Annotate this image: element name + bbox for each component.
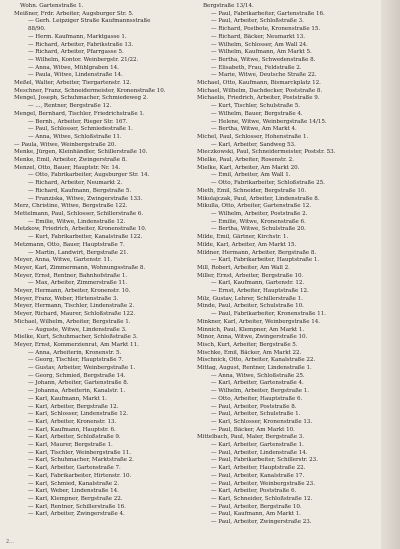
directory-entry: — Paul, Fabrikarbeiter, Schillerstr. 23. [211,457,318,464]
directory-entry: Mikolajczak, Paul, Arbeiter, Lindenstraße 8. [197,195,320,202]
directory-entry: — Karl, Arbeiter, Sandweg 53. [211,141,296,148]
directory-entry: Mischke, Emil, Bäcker, Am Markt 22. [197,349,302,356]
directory-entry: Michaelis, Friedrich, Arbeiter, Poststraße 9. [197,95,320,102]
directory-entry: — Karl, Arbeiter, Gartenstraße 4. [211,380,304,387]
directory-entry: — Anna, Witwe, Schloßstraße 25. [211,372,305,379]
directory-entry: — Paul, Arbeiter, Weinbergstraße 23. [211,480,315,487]
directory-entry: Minde, Paul, Arbeiter, Schulstraße 10. [197,303,304,310]
directory-entry: — Paul, Kaufmann, Am Markt 1. [211,511,301,518]
directory-entry: Minnich, Paul, Klempner, Am Markt 1. [197,326,305,333]
directory-entry: Meßel, Walter, Arbeiter, Tiergartenstr. 12. [14,80,132,87]
directory-entry: — Wilhelm, Bauer, Bergstraße 4. [211,110,303,117]
directory-entry: Meyer, Franz, Weber, Hirtenstraße 3. [14,295,119,302]
directory-entry: — Kurt, Fabrikarbeiter, Kanalstraße 122. [28,234,143,241]
directory-entry: — Paul, Fabrikarbeiter, Kronenstraße 11. [211,311,326,318]
directory-entry: — Auguste, Witwe, Lindenstraße 3. [28,326,127,333]
directory-entry: — Karl, Weber, Lindenstraße 14. [28,488,119,495]
directory-entry: Miller, Ernst, Arbeiter, Bergstraße 10. [197,272,304,279]
directory-entry: — Paul, Arbeiter, Poststraße 8. [211,403,297,410]
directory-entry: — Franziska, Witwe, Zwingerstraße 133. [28,195,143,202]
directory-entry: Milde, Karl, Arbeiter, Am Markt 15. [197,241,297,248]
directory-entry: 88/90. [28,26,46,33]
directory-entry: — Ernst, Arbeiter, Hauptstraße 12. [211,288,309,295]
directory-entry: Meyer, Anna, Witwe, Gartenstr. 11. [14,257,113,264]
directory-entry: Mielke, Karl, Arbeiter, Am Markt 20. [197,164,300,171]
directory-entry: — Otto, Fabrikarbeiter, Augsburger Str. 14. [28,172,150,179]
directory-entry: — Otto, Fabrikarbeiter, Schloßstraße 25. [211,180,325,187]
page-footer: 2... [6,539,14,545]
directory-entry: — Emil, Arbeiter, Am Wall 1. [211,172,291,179]
directory-entry: — Bertha, Witwe, Schwedenstraße 8. [211,56,316,63]
directory-entry: — Karl, Arbeiter, Schloßstraße 9. [28,434,121,441]
directory-entry: Michael, Wilhelm, Arbeiter, Bergstraße 1. [14,318,131,325]
directory-entry: — Otto, Arbeiter, Hauptstraße 6. [211,395,303,402]
directory-entry: — Karl, Arbeiter, Bergstraße 12. [28,403,119,410]
directory-entry: — Wilhelm, Kontor. Weinbergstr. 21/22. [28,56,139,63]
directory-entry: — Gustav, Arbeiter, Weinbergstraße 1. [28,365,136,372]
directory-entry: — Paul, Arbeiter, Schloßstraße 3. [211,18,304,25]
directory-entry: Merz, Christine, Witwe, Bergstraße 122. [14,203,128,210]
directory-entry: — Karl, Fabrikarbeiter, Hauptstraße 1. [211,257,320,264]
directory-entry: — Paula, Witwe, Weinbergstraße 20. [14,141,117,148]
directory-entry: — Karl, Rentner, Schillerstraße 16. [28,503,126,510]
directory-entry: — Karl, Klempner, Bergstraße 22. [28,496,123,502]
directory-entry: Michel, Paul, Schlosser, Hohenstraße 1. [197,133,309,140]
directory-entry: — Karl, Arbeiter, Gartenstraße 7. [28,465,121,472]
directory-entry: — Anna, Witwe, Mühlgraben 14. [28,64,119,71]
directory-entry: Michael, Otto, Kaufmann, Bismarckplatz 12. [197,80,321,87]
directory-entry: Meißner, Frdr. Arbeiter, Augsburger Str. 5. [14,10,134,17]
directory-entry: — Elisabeth, Frau, Feldstraße 2. [211,64,302,71]
directory-entry: — Wilhelm, Arbeiter, Bergstraße 1. [211,388,309,395]
directory-entry: Mielke, Kurt, Schuhmacher, Schloßstraße 3. [14,334,138,341]
directory-entry: — Paul, Fabrikarbeiter, Gartenstraße 16. [211,10,325,17]
directory-entry: Meschner, Franz, Schneidermeister, Kronenstraße 10. [14,87,166,94]
directory-entry: — ..., Rentner, Bergstraße 12. [28,103,112,110]
directory-entry: — Marie, Witwe, Deutsche Straße 22. [211,72,317,79]
directory-entry: — Richard, Arbeiter, Fabrikstraße 13. [28,41,134,48]
directory-entry: Meyer, Hermann, Tischler, Lindenstraße 2. [14,303,135,310]
directory-entry: Mieth, Emil, Schneider, Bergstraße 10. [197,187,307,194]
directory-entry: Michael, Wilhelm, Dachdecker, Poststraße 8. [197,87,323,94]
directory-entry: — Herm. Kaufmann, Marktgasse 1. [28,33,127,40]
directory-entry: — Karl, Schlosser, Lindenstraße 12. [28,411,128,418]
directory-entry: — Paula, Witwe, Lindenstraße 14. [28,72,123,79]
directory-entry: — Paul, Arbeiter, Bergstraße 10. [211,503,302,510]
directory-entry: — Wilhelm, Kaufmann, Am Markt 5. [211,49,312,56]
directory-entry: — Karl, Arbeiter, Poststraße 6. [211,488,297,495]
directory-entry: Mettelmann, Paul, Schlosser, Schillerstraße 6. [14,210,144,217]
directory-entry: Mildner, Hermann, Arbeiter, Bergstraße 8. [197,249,317,256]
directory-entry: — Wilhelm, Arbeiter, Poststraße 2. [211,210,308,217]
directory-entry: Mengel, Joseph, Schuhmacher, Schmiedeweg 2. [14,95,148,102]
directory-entry: — Paul, Arbeiter, Zwingerstraße 23. [211,519,312,526]
directory-entry: Bergstraße 13/14. [203,3,254,9]
page-edge-shadow [381,0,400,549]
directory-entry: — Karl, Kaufmann, Markt 1. [28,395,107,402]
directory-entry: — Johanna, Arbeiterin, Kanalstr. 1. [28,388,126,395]
directory-entry: Mikulla, Otto, Arbeiter, Gartenstraße 12. [197,203,311,210]
directory-entry: — Gerh. Leipziger Straße Kaufmannsstraße [28,18,151,25]
directory-entry: — Martin, Landwirt, Bergstraße 21. [28,249,129,256]
directory-entry: Mieczkowski, Paul, Schneidermeister, Poststr. 53. [197,149,336,156]
directory-entry: — Richard, Kaufmann, Bergstraße 5. [28,187,132,194]
directory-entry: — Karl, Maurer, Bergstraße 1. [28,442,113,449]
directory-entry: Minkner, Karl, Arbeiter, Weinbergstraße 14. [197,318,320,325]
directory-entry: — Karl, Arbeiter, Zwingerstraße 4. [28,511,125,518]
directory-entry: — Paul, Schlosser, Schmiedestraße 1. [28,126,133,133]
directory-entry: — Karl, Arbeiter, Hauptstraße 22. [211,465,306,472]
directory-entry: Metzmann, Otto, Bauer, Hauptstraße 7. [14,241,125,248]
directory-entry: — Karl, Schmied, Kanalstraße 2. [28,480,119,487]
directory-entry: — Richard, Arbeiter, Pfarrgasse 5. [28,49,124,56]
directory-entry: — Karl, Kaufmann, Hauptstr. 6. [28,426,116,433]
directory-entry: — Kurt, Tischler, Schulstraße 5. [211,103,300,110]
directory-entry: — Richard, Bäcker, Neumarkt 13. [211,33,306,40]
directory-entry: Milz, Gustav, Lehrer, Schillerstraße 1. [197,295,303,302]
directory-entry: Menke, Jürgen, Kleinhändler, Schillerstraße 10. [14,149,148,156]
directory-entry: — Karl, Schneider, Schloßstraße 12. [211,496,313,502]
directory-entry: — Karl, Arbeiter, Gartenstraße 1. [211,442,304,449]
directory-entry: Mielke, Paul, Arbeiter, Rosenstr. 2. [197,157,294,164]
directory-entry: — Max, Arbeiter, Zimmerstraße 11. [28,280,128,287]
directory-entry: Meyer, Ernst, Kommerzienrat, Am Markt 11. [14,341,139,348]
directory-entry: Wohn. Gartenstraße 1. [20,3,84,9]
directory-entry: — Bernh., Arbeiter, Rieger Str. 167. [28,118,128,125]
directory-entry: — Paul, Arbeiter, Kanalstraße 17. [211,472,305,479]
directory-entry: Milde, Emil, Gärtner, Kirchstr. 1. [197,234,289,241]
directory-entry: — Bertha, Witwe, Schulstraße 20. [211,226,306,233]
directory-entry: — Paul, Arbeiter, Lindenstraße 14. [211,449,308,456]
column-right [197,3,374,535]
directory-entry: Mill, Robert, Arbeiter, Am Wall 2. [197,264,290,271]
directory-entry: — Karl, Schuhmacher, Marktstraße 2. [28,457,134,464]
directory-entry: — Anna, Witwe, Schloßstraße 11. [28,133,122,140]
directory-entry: Menke, Emil, Arbeiter, Zwingerstraße 8. [14,157,127,164]
directory-entry: — Helene, Witwe, Weinbergstraße 14/15. [211,118,327,125]
directory-entry: — Anna, Arbeiterin, Kronenstr. 5. [28,349,122,356]
directory-entry: Mittelbach, Paul, Maler, Bergstraße 3. [197,434,304,441]
directory-entry: — Emilie, Witwe, Lindenstraße 12. [28,218,126,225]
directory-entry: — Karl, Fabrikarbeiter, Hirtenstr. 10. [28,472,132,479]
directory-entry: Meyer, Hermann, Arbeiter, Kronenstr. 10. [14,288,131,295]
directory-entry: Misch, Kurt, Arbeiter, Bergstraße 5. [197,341,298,348]
directory-entry: — Bertha, Witwe, Am Markt 4. [211,126,297,133]
directory-entry: — Paul, Arbeiter, Schulstraße 1. [211,411,301,418]
directory-entry: — Emilie, Witwe, Kronenstraße 6. [211,218,306,225]
directory-entry: — Georg, Schmied, Bergstraße 14. [28,372,126,379]
directory-entry: — Paul, Bäcker, Am Markt 10. [211,426,295,433]
directory-entry: Minor, Anna, Witwe, Zwingerstraße 10. [197,334,308,341]
directory-entry: — Karl, Schlosser, Kronenstraße 13. [211,418,313,425]
directory-columns [14,3,374,535]
directory-entry: — Richard, Arbeiter, Neumarkt 2. [28,180,123,187]
directory-entry: Mittag, August, Rentner, Lindenstraße 1. [197,365,312,372]
directory-entry: Meyer, Richard, Maurer, Schloßstraße 122. [14,311,136,318]
directory-entry: — Karl, Kaufmann, Gartenstr. 12. [211,280,305,287]
directory-entry: — Johann, Arbeiter, Gartenstraße 8. [28,380,129,387]
directory-entry: Meyer, Ernst, Rentner, Bahnhofstraße 1. [14,272,128,279]
directory-entry: Meyer, Karl, Zimmermann, Wohnungsstraße 8. [14,264,146,271]
directory-entry: Menzel, Otto, Bauer, Hauptstr. Nr. 14. [14,164,121,171]
directory-entry: — Wilhelm, Schlosser, Am Wall 24. [211,41,308,48]
directory-entry: Mengel, Bernhard, Tischler, Friedrichstraße 1. [14,110,145,117]
directory-entry: Mischnick, Otto, Arbeiter, Kanalstraße 22. [197,357,316,364]
directory-entry: — Karl, Tischler, Weinbergstraße 11. [28,449,131,456]
directory-entry: — Richard, Postbote, Kronenstraße 15. [211,26,321,33]
directory-entry: — Karl, Arbeiter, Kronenstr. 13. [28,418,117,425]
directory-entry: — Georg, Tischler, Hauptstraße 7. [28,357,124,364]
directory-entry: Metzkow, Friedrich, Arbeiter, Kronenstraße 10. [14,226,147,233]
column-left [14,3,191,535]
